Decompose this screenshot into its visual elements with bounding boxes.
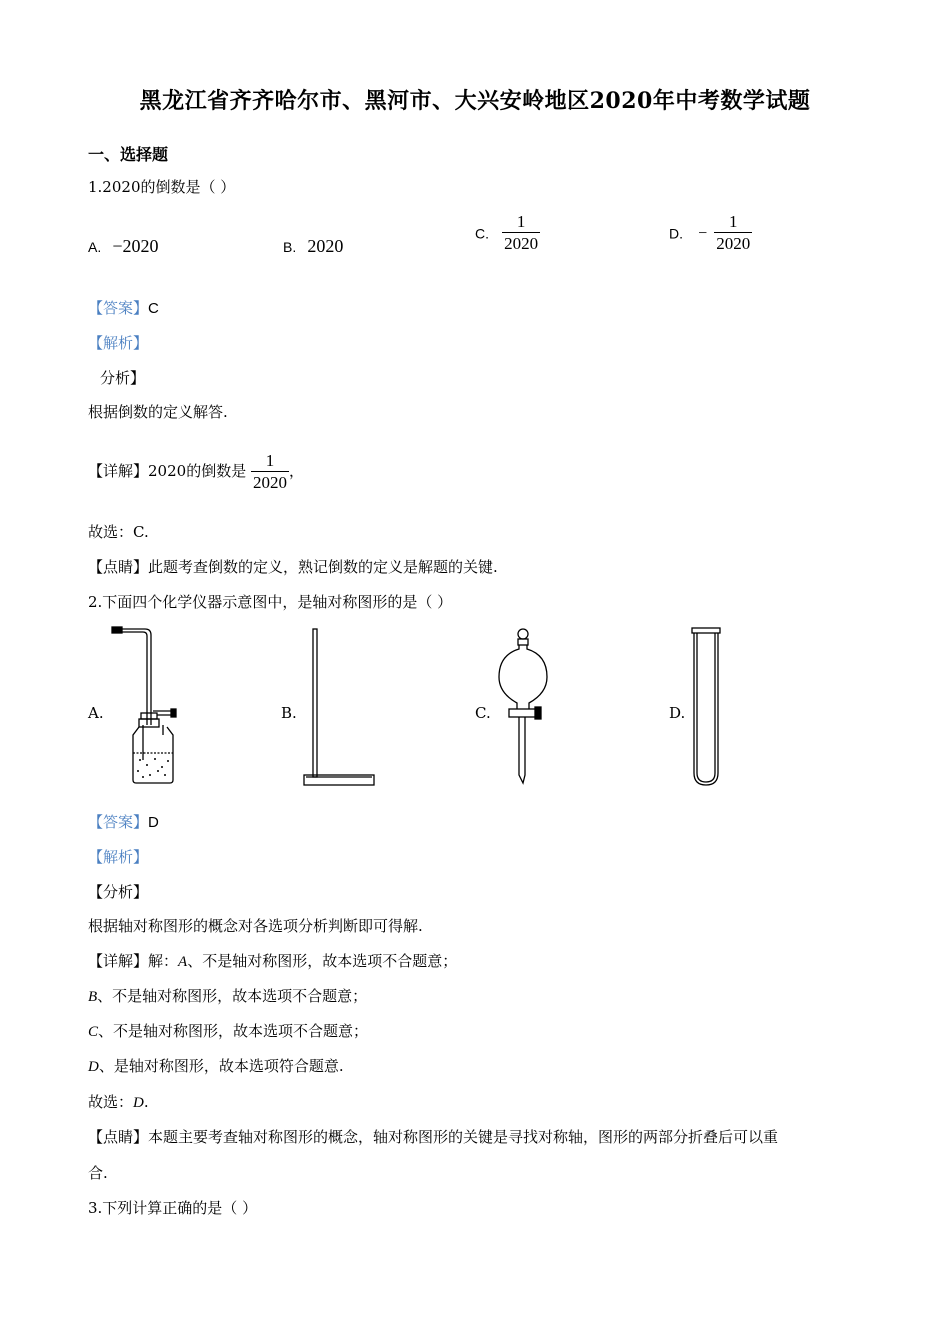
detail-tag: 【详解】 — [88, 952, 149, 970]
iron-stand-diagram — [300, 625, 380, 790]
detail-tag: 【详解】 — [88, 462, 149, 480]
q1-dianjing — [88, 556, 498, 578]
q1-jiexi-tag: 【解析】 — [88, 334, 149, 352]
dianjing-tag: 【点睛】 — [88, 558, 149, 576]
detail-text: 、不是轴对称图形，故本选项不合题意； — [187, 952, 458, 970]
detail-text: 、是轴对称图形，故本选项符合题意. — [98, 1057, 344, 1075]
q2-jiexi-tag: 【解析】 — [88, 848, 149, 866]
q2-fenxi-text: 根据轴对称图形的概念对各选项分析判断即可得解. — [88, 917, 423, 935]
detail-text: 、不是轴对称图形，故本选项不合题意； — [97, 987, 368, 1005]
dianjing-text: 此题考查倒数的定义，熟记倒数的定义是解题的关键. — [148, 558, 498, 576]
detail-text: 、不是轴对称图形，故本选项不合题意； — [98, 1022, 369, 1040]
q2-label-b: B. — [281, 704, 297, 722]
q2-fenxi-tag: 【分析】 — [88, 883, 149, 901]
q2-answer — [88, 811, 159, 834]
numerator: 1 — [265, 450, 275, 470]
q1-option-a — [88, 236, 158, 257]
detail-text: 2020的倒数是 — [148, 462, 247, 480]
numerator: 1 — [516, 212, 526, 231]
fraction — [251, 451, 289, 494]
option-letter: D — [88, 1059, 99, 1075]
answer-value: C — [148, 300, 159, 317]
q1-detail — [88, 446, 304, 496]
dianjing-text: 本题主要考查轴对称图形的概念，轴对称图形的关键是寻找对称轴，图形的两部分折叠后可以重 — [148, 1128, 779, 1146]
q2-detail-c — [88, 1020, 368, 1043]
q2-choose — [88, 1091, 149, 1114]
q2-detail-a — [88, 950, 457, 973]
detail-end: ， — [288, 462, 304, 480]
q2-detail-d — [88, 1055, 344, 1078]
section-heading: 一、选择题 — [88, 145, 169, 164]
test-tube-diagram — [688, 625, 728, 790]
page-title: 黑龙江省齐齐哈尔市、黑河市、大兴安岭地区2020年中考数学试题 — [139, 88, 811, 114]
q1-stem: 1.2020的倒数是（ ） — [88, 178, 236, 196]
answer-value: D — [148, 814, 159, 831]
q2-stem: 2.下面四个化学仪器示意图中，是轴对称图形的是（ ） — [88, 593, 453, 611]
q1-fenxi-tag: 分析】 — [100, 369, 146, 387]
denominator: 2020 — [716, 234, 751, 253]
fraction — [502, 212, 540, 255]
choose-letter: D — [133, 1095, 144, 1111]
option-letter: C — [88, 1024, 99, 1040]
option-value: 2020 — [307, 236, 344, 256]
answer-tag: 【答案】 — [88, 813, 149, 831]
q1-option-d — [669, 212, 752, 255]
denominator: 2020 — [504, 234, 539, 253]
denominator: 2020 — [252, 472, 287, 492]
option-value: −2020 — [112, 236, 159, 256]
q2-label-d: D. — [669, 704, 686, 722]
numerator: 1 — [728, 212, 738, 231]
answer-tag: 【答案】 — [88, 299, 149, 317]
q1-option-b — [283, 236, 343, 257]
q2-label-c: C. — [475, 704, 491, 722]
option-letter: A — [178, 954, 188, 970]
choose-pre: 故选： — [88, 1093, 134, 1111]
option-letter: B — [88, 989, 98, 1005]
fraction — [714, 212, 752, 255]
option-label: B. — [283, 239, 297, 255]
q3-stem: 3.下列计算正确的是（ ） — [88, 1199, 258, 1217]
q1-choose: 故选：C. — [88, 523, 149, 541]
minus-sign: − — [698, 224, 708, 242]
dianjing-tag: 【点睛】 — [88, 1128, 149, 1146]
q1-option-c — [475, 212, 540, 255]
gas-washing-bottle-diagram — [105, 625, 185, 787]
option-label: A. — [88, 239, 102, 255]
q2-detail-b — [88, 985, 367, 1008]
q1-fenxi-text: 根据倒数的定义解答. — [88, 403, 228, 421]
q2-dianjing — [88, 1126, 778, 1148]
separatory-funnel-diagram — [495, 625, 555, 790]
option-label: C. — [475, 225, 489, 242]
choose-end: . — [143, 1093, 149, 1111]
q1-answer — [88, 297, 159, 320]
q2-label-a: A. — [88, 704, 104, 722]
detail-pre: 解： — [148, 952, 179, 970]
option-label: D. — [669, 225, 683, 242]
q2-dianjing-cont: 合. — [88, 1164, 108, 1182]
